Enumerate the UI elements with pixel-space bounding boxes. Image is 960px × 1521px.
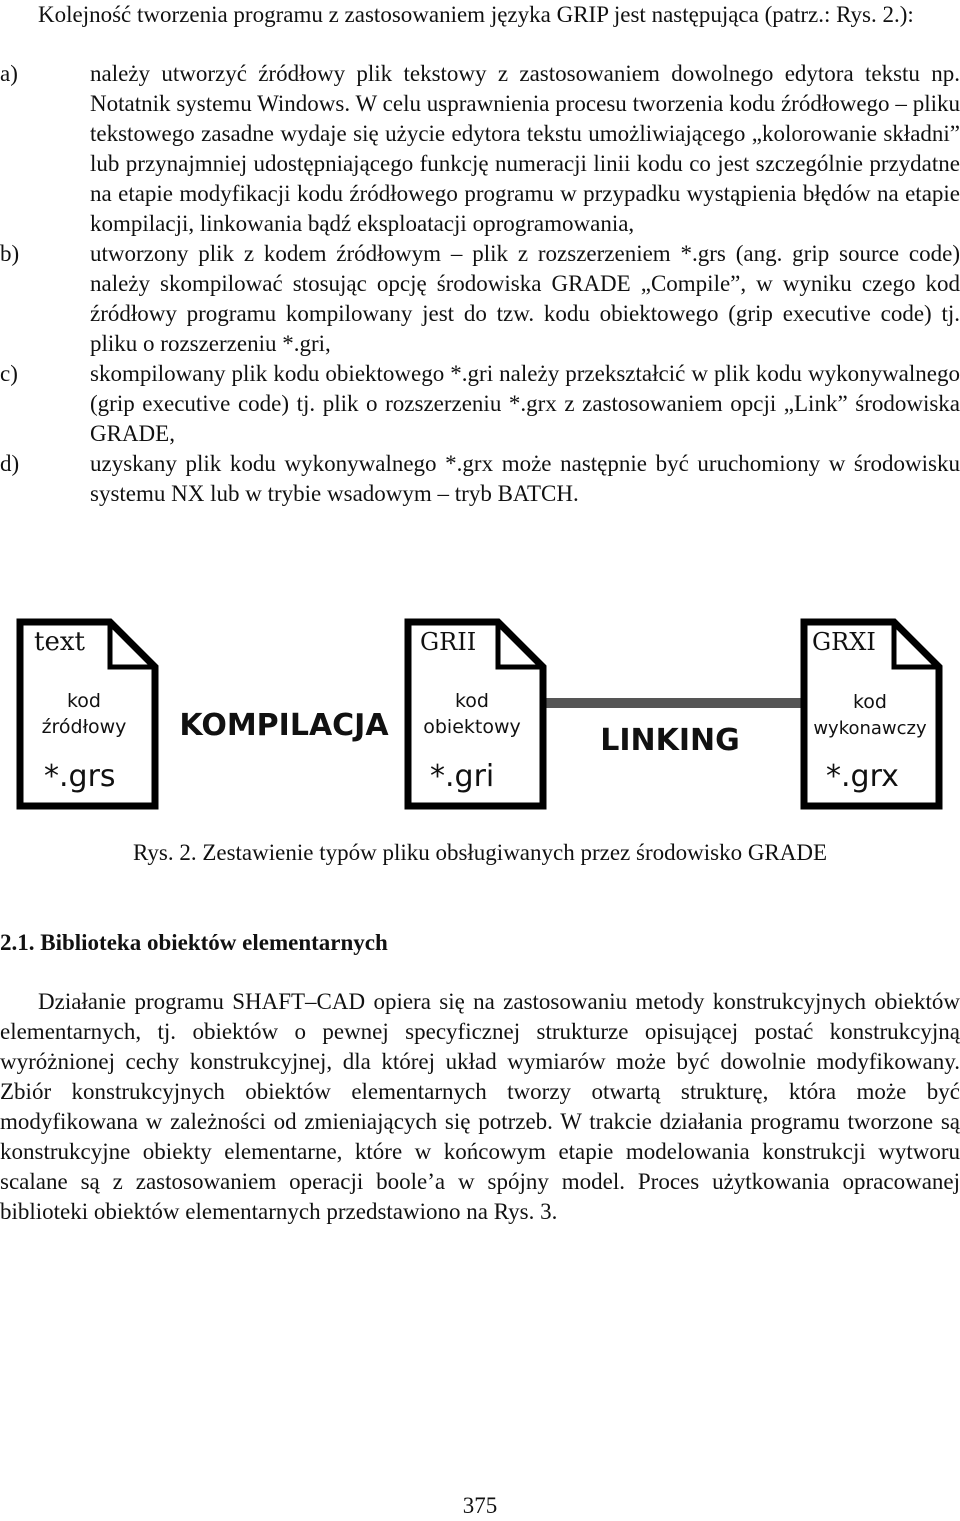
list-marker: b) <box>0 241 20 266</box>
list-item <box>0 359 960 449</box>
list-item <box>0 59 960 239</box>
executable-file-line2: wykonawczy <box>813 718 927 739</box>
list-item-text: utworzony plik z kodem źródłowym – plik z rozszerzeniem *.grs (ang. grip source code) należy skompilować stosując opcję środowiska GRADE „Compile”, w wyniku czego kod źródłowy programu kompilowany jest do tzw. kodu obiektowego (grip executive code) tj. pliku o rozszerzeniu *.gri, <box>90 241 960 356</box>
section-body: Działanie programu SHAFT–CAD opiera się na zastosowaniu metody konstrukcyjnych obiektów elementarnych, tj. obiektów o pewnej specyficznej strukturze opisującej postać konstrukcyjną wyróżnionej cechy konstrukcyjnej, dla której układ wymiarów może być dowolnie modyfikowany. Zbiór konstrukcyjnych obiektów elementarnych tworzy otwartą strukturę, która może być modyfikowana w zależności od zmieniających się potrzeb. W trakcie działania programu tworzone są konstrukcyjne obiekty elementarne, które w końcowym etapie modelowania konstrukcji wytworu scalane są z zastosowaniem operacji boole’a w spójny model. Proces użytkowania opracowanej biblioteki obiektów elementarnych przedstawiono na Rys. 3. <box>0 989 960 1224</box>
list-item-text: należy utworzyć źródłowy plik tekstowy z zastosowaniem dowolnego edytora tekstu np. Notatnik systemu Windows. W celu usprawnienia procesu tworzenia kodu źródłowego – pliku tekstowego zasadne wydaje się użycie edytora tekstu umożliwiającego „kolorowanie składni” lub przynajmniej udostępniającego funkcję numeracji linii kodu co jest szczególnie przydatne na etapie modyfikacji kodu źródłowego programu w przypadku wystąpienia błędów na etapie kompilacji, linkowania bądź eksploatacji oprogramowania, <box>90 61 960 236</box>
object-file-icon <box>408 622 543 806</box>
list-item-text: skompilowany plik kodu obiektowego *.gri należy przekształcić w plik kodu wykonywalnego (grip executive code) tj. plik o rozszerzeniu *.grx z zastosowaniem opcji „Link” środowiska GRADE, <box>90 361 960 446</box>
intro-paragraph: Kolejność tworzenia programu z zastosowaniem języka GRIP jest następująca (patrz.: Rys. 2.): <box>38 2 914 27</box>
source-file-ext: *.grs <box>44 759 116 794</box>
file-types-diagram <box>0 600 960 830</box>
list-marker: c) <box>0 361 18 386</box>
executable-file-header: GRXI <box>812 628 876 656</box>
figure-caption: Rys. 2. Zestawienie typów pliku obsługiwanych przez środowisko GRADE <box>132 840 828 865</box>
section-heading: 2.1. Biblioteka obiektów elementarnych <box>0 930 388 955</box>
source-file-header: text <box>34 627 85 657</box>
list-item-text: uzyskany plik kodu wykonywalnego *.grx może następnie być uruchomiony w środowisku systemu NX lub w trybie wsadowym – tryb BATCH. <box>90 451 960 506</box>
source-file-line1: kod <box>66 690 102 712</box>
object-file-ext: *.gri <box>430 759 495 794</box>
executable-file-line1: kod <box>852 691 888 713</box>
list-marker: d) <box>0 451 20 476</box>
list-item <box>0 239 960 359</box>
page-number: 375 <box>462 1493 498 1518</box>
linking-arrow <box>530 698 808 708</box>
object-file-line2: obiektowy <box>423 716 521 738</box>
executable-file-ext: *.grx <box>826 759 899 794</box>
kompilacja-label: KOMPILACJA <box>179 708 389 743</box>
steps-list <box>0 59 960 509</box>
object-file-line1: kod <box>454 690 490 712</box>
list-item <box>0 449 960 509</box>
object-file-header: GRII <box>420 628 477 656</box>
source-file-icon <box>20 622 155 806</box>
executable-file-icon <box>804 622 939 806</box>
list-marker: a) <box>0 61 18 86</box>
source-file-line2: źródłowy <box>41 716 127 738</box>
linking-label: LINKING <box>600 723 740 758</box>
